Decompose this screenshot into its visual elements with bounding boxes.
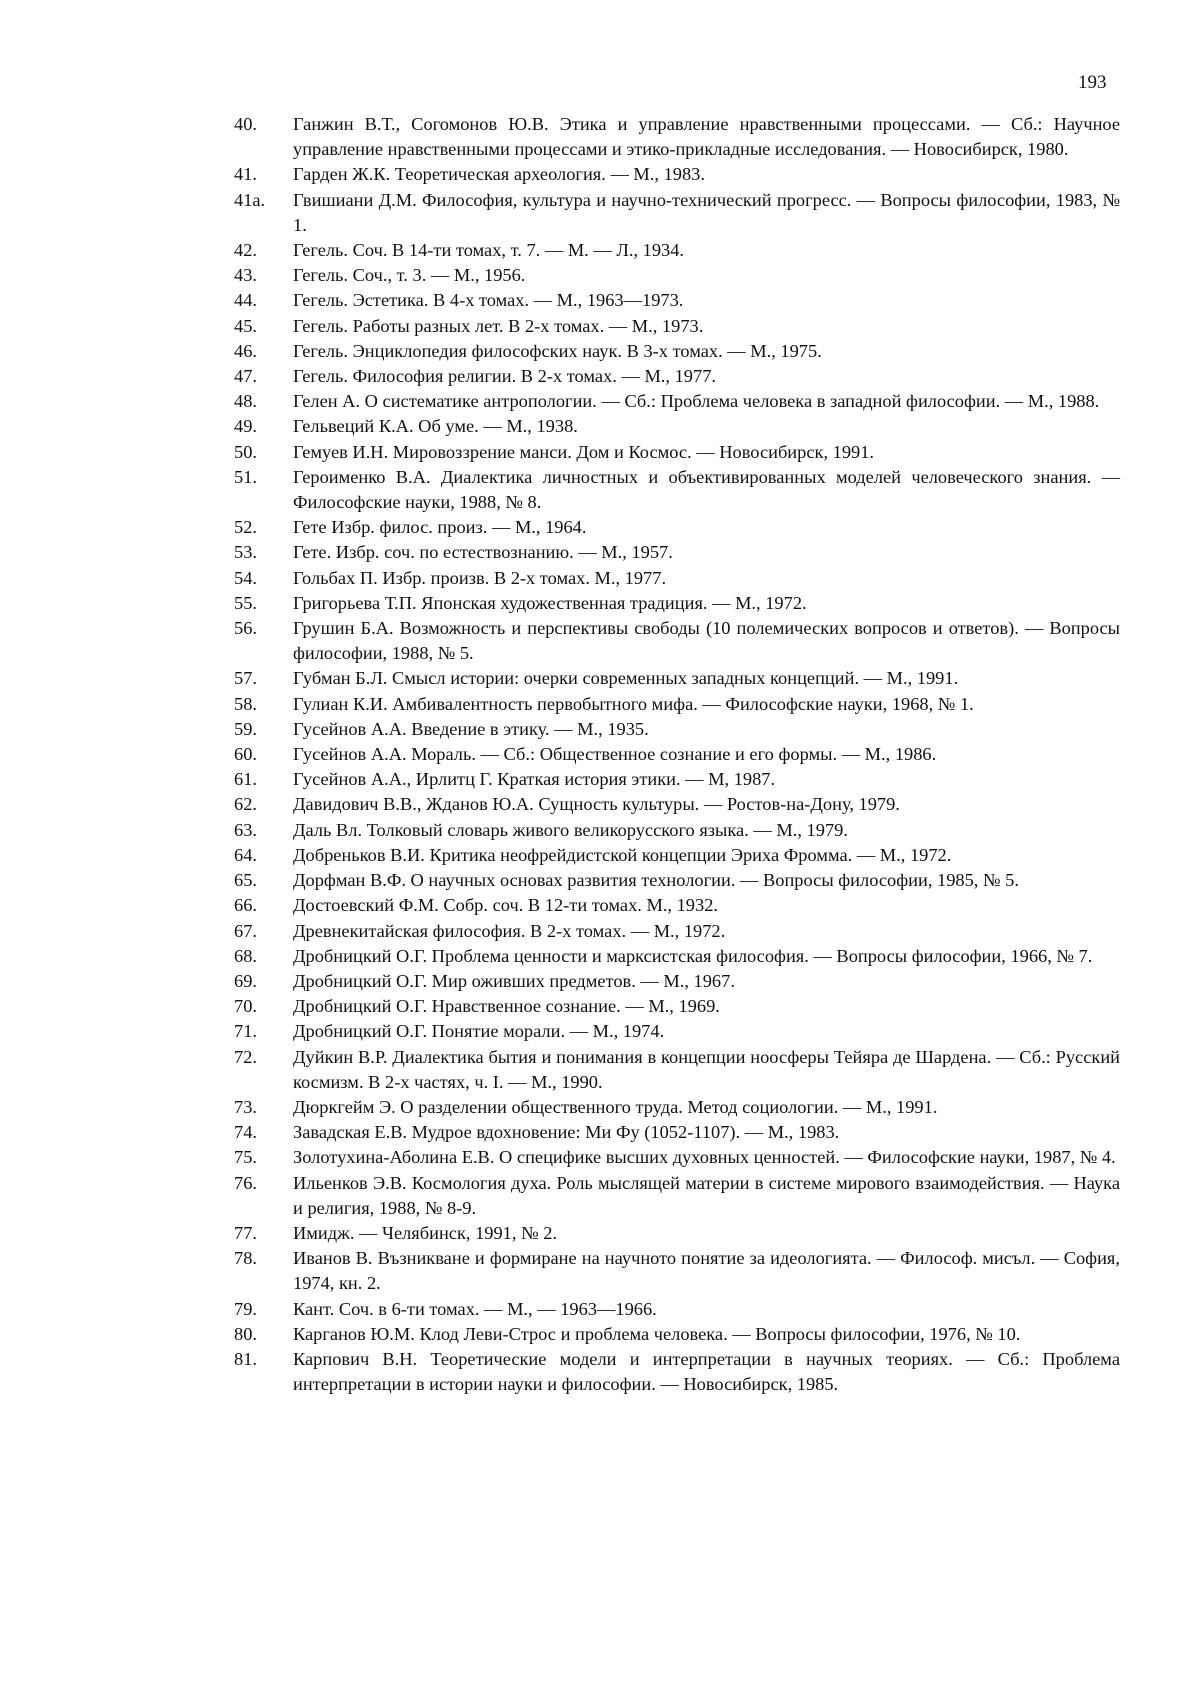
entry-number: 70. bbox=[234, 996, 257, 1017]
bibliography-entry bbox=[234, 1095, 1120, 1120]
bibliography-entry bbox=[234, 1347, 1120, 1397]
bibliography-entry bbox=[234, 1145, 1120, 1170]
entry-text: Ганжин В.Т., Согомонов Ю.В. Этика и управление нравственными процессами. — Сб.: Научное управление нравственными процессами и этико-прикладные исследования. — Новосибирск, 1980. bbox=[293, 114, 1120, 160]
bibliography-entry bbox=[234, 1171, 1120, 1221]
bibliography-entry bbox=[234, 944, 1120, 969]
entry-number: 76. bbox=[234, 1172, 257, 1193]
entry-text: Губман Б.Л. Смысл истории: очерки современных западных концепций. — М., 1991. bbox=[293, 668, 959, 689]
entry-text: Гегель. Работы разных лет. В 2-х томах. — М., 1973. bbox=[293, 315, 704, 336]
entry-text: Добреньков В.И. Критика неофрейдистской концепции Эриха Фромма. — М., 1972. bbox=[293, 844, 952, 865]
entry-number: 50. bbox=[234, 441, 257, 462]
bibliography-entry bbox=[234, 692, 1120, 717]
bibliography-entry bbox=[234, 238, 1120, 263]
bibliography-entry bbox=[234, 843, 1120, 868]
bibliography-entry bbox=[234, 389, 1120, 414]
bibliography-entry bbox=[234, 1120, 1120, 1145]
entry-text: Гегель. Соч., т. 3. — М., 1956. bbox=[293, 265, 526, 286]
entry-number: 80. bbox=[234, 1323, 257, 1344]
bibliography-entry bbox=[234, 792, 1120, 817]
entry-number: 67. bbox=[234, 920, 257, 941]
entry-text: Ильенков Э.В. Космология духа. Роль мыслящей материи в системе мирового взаимодействия. — Наука и религия, 1988, № 8-9. bbox=[293, 1172, 1120, 1218]
entry-number: 63. bbox=[234, 819, 257, 840]
bibliography-entry bbox=[234, 1221, 1120, 1246]
entry-text: Завадская Е.В. Мудрое вдохновение: Ми Фу (1052-1107). — М., 1983. bbox=[293, 1122, 840, 1143]
entry-number: 56. bbox=[234, 618, 257, 639]
entry-text: Древнекитайская философия. В 2-х томах. — М., 1972. bbox=[293, 920, 726, 941]
entry-number: 72. bbox=[234, 1046, 257, 1067]
entry-number: 55. bbox=[234, 592, 257, 613]
entry-number: 51. bbox=[234, 466, 257, 487]
entry-text: Кант. Соч. в 6-ти томах. — М., — 1963—1966. bbox=[293, 1298, 657, 1319]
entry-text: Дюркгейм Э. О разделении общественного труда. Метод социологии. — М., 1991. bbox=[293, 1096, 938, 1117]
entry-text: Золотухина-Аболина Е.В. О специфике высших духовных ценностей. — Философские науки, 1987, № 4. bbox=[293, 1147, 1116, 1168]
entry-number: 52. bbox=[234, 517, 257, 538]
entry-number: 73. bbox=[234, 1096, 257, 1117]
entry-text: Карганов Ю.М. Клод Леви-Строс и проблема человека. — Вопросы философии, 1976, № 10. bbox=[293, 1323, 1021, 1344]
entry-number: 47. bbox=[234, 366, 257, 387]
entry-number: 62. bbox=[234, 794, 257, 815]
entry-number: 45. bbox=[234, 315, 257, 336]
bibliography-entry bbox=[234, 616, 1120, 666]
bibliography-entry bbox=[234, 742, 1120, 767]
entry-number: 66. bbox=[234, 895, 257, 916]
bibliography-entry bbox=[234, 1297, 1120, 1322]
entry-number: 57. bbox=[234, 668, 257, 689]
entry-text: Гвишиани Д.М. Философия, культура и научно-технический прогресс. — Вопросы философии, 1983, № 1. bbox=[293, 189, 1120, 235]
entry-number: 65. bbox=[234, 870, 257, 891]
entry-text: Дробницкий О.Г. Проблема ценности и марксистская философия. — Вопросы философии, 1966, № 7. bbox=[293, 945, 1093, 966]
entry-text: Гегель. Эстетика. В 4-х томах. — М., 1963—1973. bbox=[293, 290, 684, 311]
entry-number: 64. bbox=[234, 844, 257, 865]
entry-number: 42. bbox=[234, 240, 257, 261]
entry-text: Даль Вл. Толковый словарь живого великорусского языка. — М., 1979. bbox=[293, 819, 848, 840]
entry-number: 68. bbox=[234, 945, 257, 966]
entry-number: 78. bbox=[234, 1248, 257, 1269]
entry-text: Давидович В.В., Жданов Ю.А. Сущность культуры. — Ростов-на-Дону, 1979. bbox=[293, 794, 900, 815]
entry-text: Дорфман В.Ф. О научных основах развития технологии. — Вопросы философии, 1985, № 5. bbox=[293, 870, 1019, 891]
entry-number: 53. bbox=[234, 542, 257, 563]
entry-text: Имидж. — Челябинск, 1991, № 2. bbox=[293, 1222, 558, 1243]
bibliography-entry bbox=[234, 465, 1120, 515]
entry-number: 43. bbox=[234, 265, 257, 286]
bibliography-entry bbox=[234, 515, 1120, 540]
bibliography-entry bbox=[234, 540, 1120, 565]
bibliography-entry bbox=[234, 893, 1120, 918]
bibliography-entry bbox=[234, 1322, 1120, 1347]
entry-text: Гарден Ж.К. Теоретическая археология. — М., 1983. bbox=[293, 164, 705, 185]
bibliography-entry bbox=[234, 591, 1120, 616]
entry-number: 79. bbox=[234, 1298, 257, 1319]
entry-text: Гегель. Философия религии. В 2-х томах. — М., 1977. bbox=[293, 366, 716, 387]
bibliography-entry bbox=[234, 1246, 1120, 1296]
entry-number: 69. bbox=[234, 970, 257, 991]
entry-number: 48. bbox=[234, 391, 257, 412]
bibliography-entry bbox=[234, 339, 1120, 364]
bibliography-entry bbox=[234, 868, 1120, 893]
entry-number: 41а. bbox=[234, 189, 266, 210]
bibliography-entry bbox=[234, 767, 1120, 792]
entry-number: 60. bbox=[234, 744, 257, 765]
entry-text: Гегель. Соч. В 14-ти томах, т. 7. — М. — Л., 1934. bbox=[293, 240, 685, 261]
bibliography-entry bbox=[234, 364, 1120, 389]
entry-text: Гельвеций К.А. Об уме. — М., 1938. bbox=[293, 416, 578, 437]
entry-text: Григорьева Т.П. Японская художественная традиция. — М., 1972. bbox=[293, 592, 807, 613]
entry-number: 59. bbox=[234, 718, 257, 739]
bibliography-entry bbox=[234, 919, 1120, 944]
entry-number: 77. bbox=[234, 1222, 257, 1243]
entry-text: Иванов В. Възникване и формиране на научното понятие за идеологията. — Философ. мисъл. — София, 1974, кн. 2. bbox=[293, 1248, 1120, 1294]
bibliography-entry bbox=[234, 162, 1120, 187]
bibliography-entry bbox=[234, 566, 1120, 591]
bibliography-entry bbox=[234, 188, 1120, 238]
entry-number: 61. bbox=[234, 769, 257, 790]
entry-text: Гусейнов А.А. Мораль. — Сб.: Общественное сознание и его формы. — М., 1986. bbox=[293, 744, 937, 765]
entry-text: Гемуев И.Н. Мировоззрение манси. Дом и Космос. — Новосибирск, 1991. bbox=[293, 441, 875, 462]
bibliography-entry bbox=[234, 288, 1120, 313]
entry-number: 46. bbox=[234, 340, 257, 361]
bibliography-entry bbox=[234, 112, 1120, 162]
entry-number: 41. bbox=[234, 164, 257, 185]
entry-text: Гете Избр. филос. произ. — М., 1964. bbox=[293, 517, 587, 538]
entry-text: Гольбах П. Избр. произв. В 2-х томах. М., 1977. bbox=[293, 567, 667, 588]
entry-text: Достоевский Ф.М. Собр. соч. В 12-ти томах. М., 1932. bbox=[293, 895, 718, 916]
entry-text: Дуйкин В.Р. Диалектика бытия и понимания в концепции ноосферы Тейяра де Шардена. — Сб.: Русский космизм. В 2-х частях, ч. I. — М., 1990. bbox=[293, 1046, 1120, 1092]
entry-number: 71. bbox=[234, 1021, 257, 1042]
bibliography-entry bbox=[234, 994, 1120, 1019]
bibliography-entry bbox=[234, 414, 1120, 439]
page-number: 193 bbox=[1078, 72, 1107, 93]
entry-text: Гелен А. О систематике антропологии. — Сб.: Проблема человека в западной философии. — М., 1988. bbox=[293, 391, 1100, 412]
entry-text: Дробницкий О.Г. Мир оживших предметов. — М., 1967. bbox=[293, 970, 735, 991]
bibliography-entry bbox=[234, 818, 1120, 843]
entry-number: 49. bbox=[234, 416, 257, 437]
entry-text: Дробницкий О.Г. Понятие морали. — М., 1974. bbox=[293, 1021, 665, 1042]
bibliography-list bbox=[234, 112, 1120, 1397]
entry-text: Дробницкий О.Г. Нравственное сознание. — М., 1969. bbox=[293, 996, 720, 1017]
entry-text: Гете. Избр. соч. по естествознанию. — М., 1957. bbox=[293, 542, 673, 563]
entry-text: Карпович В.Н. Теоретические модели и интерпретации в научных теориях. — Сб.: Проблема интерпретации в истории науки и философии. — Новосибирск, 1985. bbox=[293, 1348, 1120, 1395]
entry-text: Грушин Б.А. Возможность и перспективы свободы (10 полемических вопросов и ответов). — Вопросы философии, 1988, № 5. bbox=[293, 618, 1120, 664]
entry-number: 75. bbox=[234, 1147, 257, 1168]
bibliography-entry bbox=[234, 440, 1120, 465]
entry-text: Гегель. Энциклопедия философских наук. В 3-х томах. — М., 1975. bbox=[293, 340, 822, 361]
entry-text: Гусейнов А.А., Ирлитц Г. Краткая история этики. — М, 1987. bbox=[293, 769, 776, 790]
bibliography-entry bbox=[234, 263, 1120, 288]
bibliography-entry bbox=[234, 1019, 1120, 1044]
entry-number: 74. bbox=[234, 1122, 257, 1143]
bibliography-entry bbox=[234, 314, 1120, 339]
entry-text: Героименко В.А. Диалектика личностных и объективированных моделей человеческого знания. — Философские науки, 1988, № 8. bbox=[293, 466, 1120, 513]
bibliography-entry bbox=[234, 969, 1120, 994]
entry-number: 44. bbox=[234, 290, 257, 311]
entry-number: 54. bbox=[234, 567, 257, 588]
bibliography-entry bbox=[234, 666, 1120, 691]
entry-number: 58. bbox=[234, 693, 257, 714]
bibliography-entry bbox=[234, 1045, 1120, 1095]
entry-number: 81. bbox=[234, 1348, 257, 1369]
entry-text: Гулиан К.И. Амбивалентность первобытного мифа. — Философские науки, 1968, № 1. bbox=[293, 693, 974, 714]
entry-text: Гусейнов А.А. Введение в этику. — М., 1935. bbox=[293, 718, 649, 739]
bibliography-entry bbox=[234, 717, 1120, 742]
entry-number: 40. bbox=[234, 114, 257, 134]
